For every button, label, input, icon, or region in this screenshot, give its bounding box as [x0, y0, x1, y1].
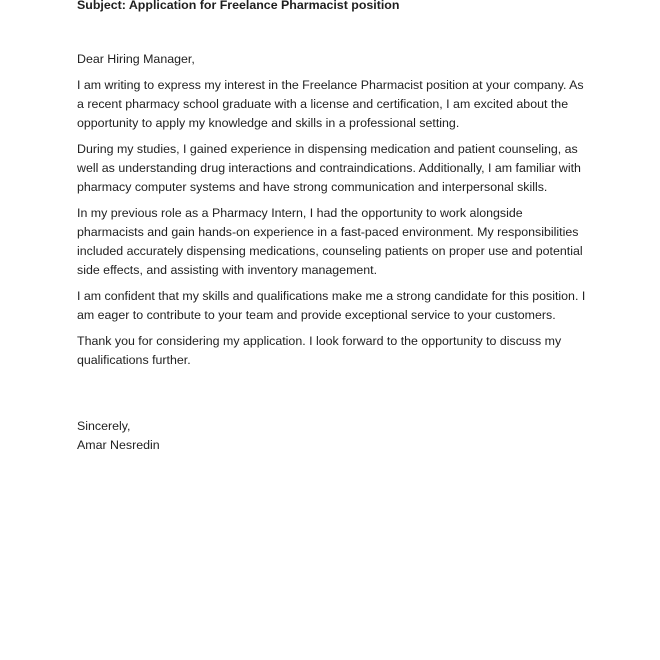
letter-body	[77, 76, 587, 377]
letter-subject: Subject: Application for Freelance Pharmacist position	[77, 0, 400, 12]
letter-closing: Sincerely,	[77, 419, 131, 433]
body-paragraph-thanks: Thank you for considering my application. I look forward to the opportunity to discuss my qualifications further.	[77, 334, 562, 367]
body-paragraph-experience: In my previous role as a Pharmacy Intern, I had the opportunity to work alongside pharmacists and gain hands-on experience in a fast-paced environment. My responsibilities included accurately dispensing medications, counseling patients on proper use and potential side effects, and assisting with inventory management.	[77, 206, 583, 277]
body-paragraph-confidence: I am confident that my skills and qualifications make me a strong candidate for this position. I am eager to contribute to your team and provide exceptional service to your customers.	[77, 289, 586, 322]
letter-signature: Amar Nesredin	[77, 438, 160, 452]
body-paragraph-intro: I am writing to express my interest in the Freelance Pharmacist position at your company. As a recent pharmacy school graduate with a license and certification, I am excited about the opportunity to apply my knowledge and skills in a professional setting.	[77, 78, 584, 130]
body-paragraph-studies: During my studies, I gained experience in dispensing medication and patient counseling, as well as understanding drug interactions and contraindications. Additionally, I am familiar with pharmacy computer systems and have strong communication and interpersonal skills.	[77, 142, 581, 194]
letter-salutation: Dear Hiring Manager,	[77, 52, 195, 66]
